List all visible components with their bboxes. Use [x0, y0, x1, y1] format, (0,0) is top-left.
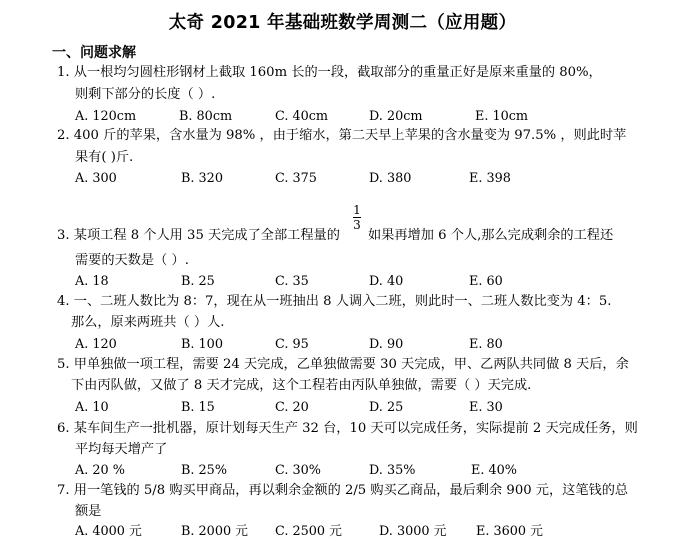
question-3-line-1: 3. 某项工程 8 个人用 35 天完成了全部工程量的	[57, 228, 340, 243]
question-7-option-e: E. 3600 元	[476, 524, 543, 539]
question-3-option-b: B. 25	[181, 274, 215, 289]
question-1-line-1: 1. 从一根均匀圆柱形钢材上截取 160m 长的一段，截取部分的重量正好是原来重量的 80%，	[57, 65, 602, 80]
question-4-option-c: C. 95	[275, 337, 309, 352]
question-1-line-2: 则剩下部分的长度（ ）.	[75, 87, 216, 102]
question-2-option-a: A. 300	[75, 171, 117, 186]
question-2-line-1: 2. 400 斤的苹果，含水量为 98% ，由于缩水，第二天早上苹果的含水量变为 97.5% ，则此时苹	[57, 128, 627, 143]
question-1-option-c: C. 40cm	[275, 109, 329, 124]
question-6-line-1: 6. 某车间生产一批机器，原计划每天生产 32 台，10 天可以完成任务，实际提前 2 天完成任务，则	[57, 421, 638, 436]
question-2-line-2: 果有( )斤.	[75, 150, 134, 165]
question-7-option-c: C. 2500 元	[275, 524, 342, 539]
question-4-option-e: E. 80	[469, 337, 503, 352]
question-4-option-d: D. 90	[369, 337, 404, 352]
question-7-option-b: B. 2000 元	[181, 524, 248, 539]
question-1-option-a: A. 120cm	[75, 109, 137, 124]
fraction-denominator: 3	[353, 218, 361, 232]
question-3-line-2: 需要的天数是（ ）.	[75, 253, 189, 268]
question-3-option-e: E. 60	[469, 274, 503, 289]
question-7-line-2: 额是	[75, 504, 102, 519]
question-6-option-a: A. 20 %	[75, 463, 125, 478]
question-3-option-a: A. 18	[75, 274, 109, 289]
question-5-option-c: C. 20	[275, 400, 309, 415]
question-2-option-e: E. 398	[469, 171, 511, 186]
question-7-line-1: 7. 用一笔钱的 5/8 购买甲商品，再以剩余金额的 2/5 购买乙商品，最后剩余 900 元，这笔钱的总	[57, 483, 629, 498]
question-5-line-2: 下由丙队做，又做了 8 天才完成，这个工程若由丙队单独做，需要（ ）天完成.	[71, 378, 532, 393]
question-4-line-1: 4. 一、二班人数比为 8：7，现在从一班抽出 8 人调入二班，则此时一、二班人数比变为 4：5.	[57, 294, 612, 309]
question-2-option-c: C. 375	[275, 171, 317, 186]
fraction-numerator: 1	[353, 203, 361, 217]
question-2-option-b: B. 320	[181, 171, 223, 186]
question-6-option-b: B. 25%	[181, 463, 227, 478]
question-1-option-e: E. 10cm	[475, 109, 529, 124]
question-2-option-d: D. 380	[369, 171, 412, 186]
question-7-option-d: D. 3000 元	[379, 524, 447, 539]
question-1-option-b: B. 80cm	[179, 109, 233, 124]
question-7-option-a: A. 4000 元	[75, 524, 142, 539]
question-5-option-b: B. 15	[181, 400, 215, 415]
question-3-line-1-continued: 如果再增加 6 个人,那么完成剩余的工程还	[368, 228, 614, 243]
question-5-option-e: E. 30	[469, 400, 503, 415]
section-heading: 一、问题求解	[52, 45, 136, 61]
page-title: 太奇 2021 年基础班数学周测二（应用题）	[168, 13, 517, 33]
question-5-line-1: 5. 甲单独做一项工程，需要 24 天完成，乙单独做需要 30 天完成，甲、乙两队共同做 8 天后，余	[57, 357, 629, 372]
question-6-line-2: 平均每天增产了	[75, 442, 168, 457]
question-6-option-d: D. 35%	[369, 463, 416, 478]
fraction-one-third	[350, 203, 364, 232]
question-6-option-e: E. 40%	[471, 463, 517, 478]
question-6-option-c: C. 30%	[275, 463, 321, 478]
question-4-option-b: B. 100	[181, 337, 223, 352]
question-4-option-a: A. 120	[75, 337, 117, 352]
question-4-line-2: 那么，原来两班共（ ）人.	[71, 315, 225, 330]
question-5-option-a: A. 10	[75, 400, 109, 415]
question-5-option-d: D. 25	[369, 400, 404, 415]
question-3-option-d: D. 40	[369, 274, 404, 289]
question-1-option-d: D. 20cm	[369, 109, 423, 124]
question-3-option-c: C. 35	[275, 274, 309, 289]
